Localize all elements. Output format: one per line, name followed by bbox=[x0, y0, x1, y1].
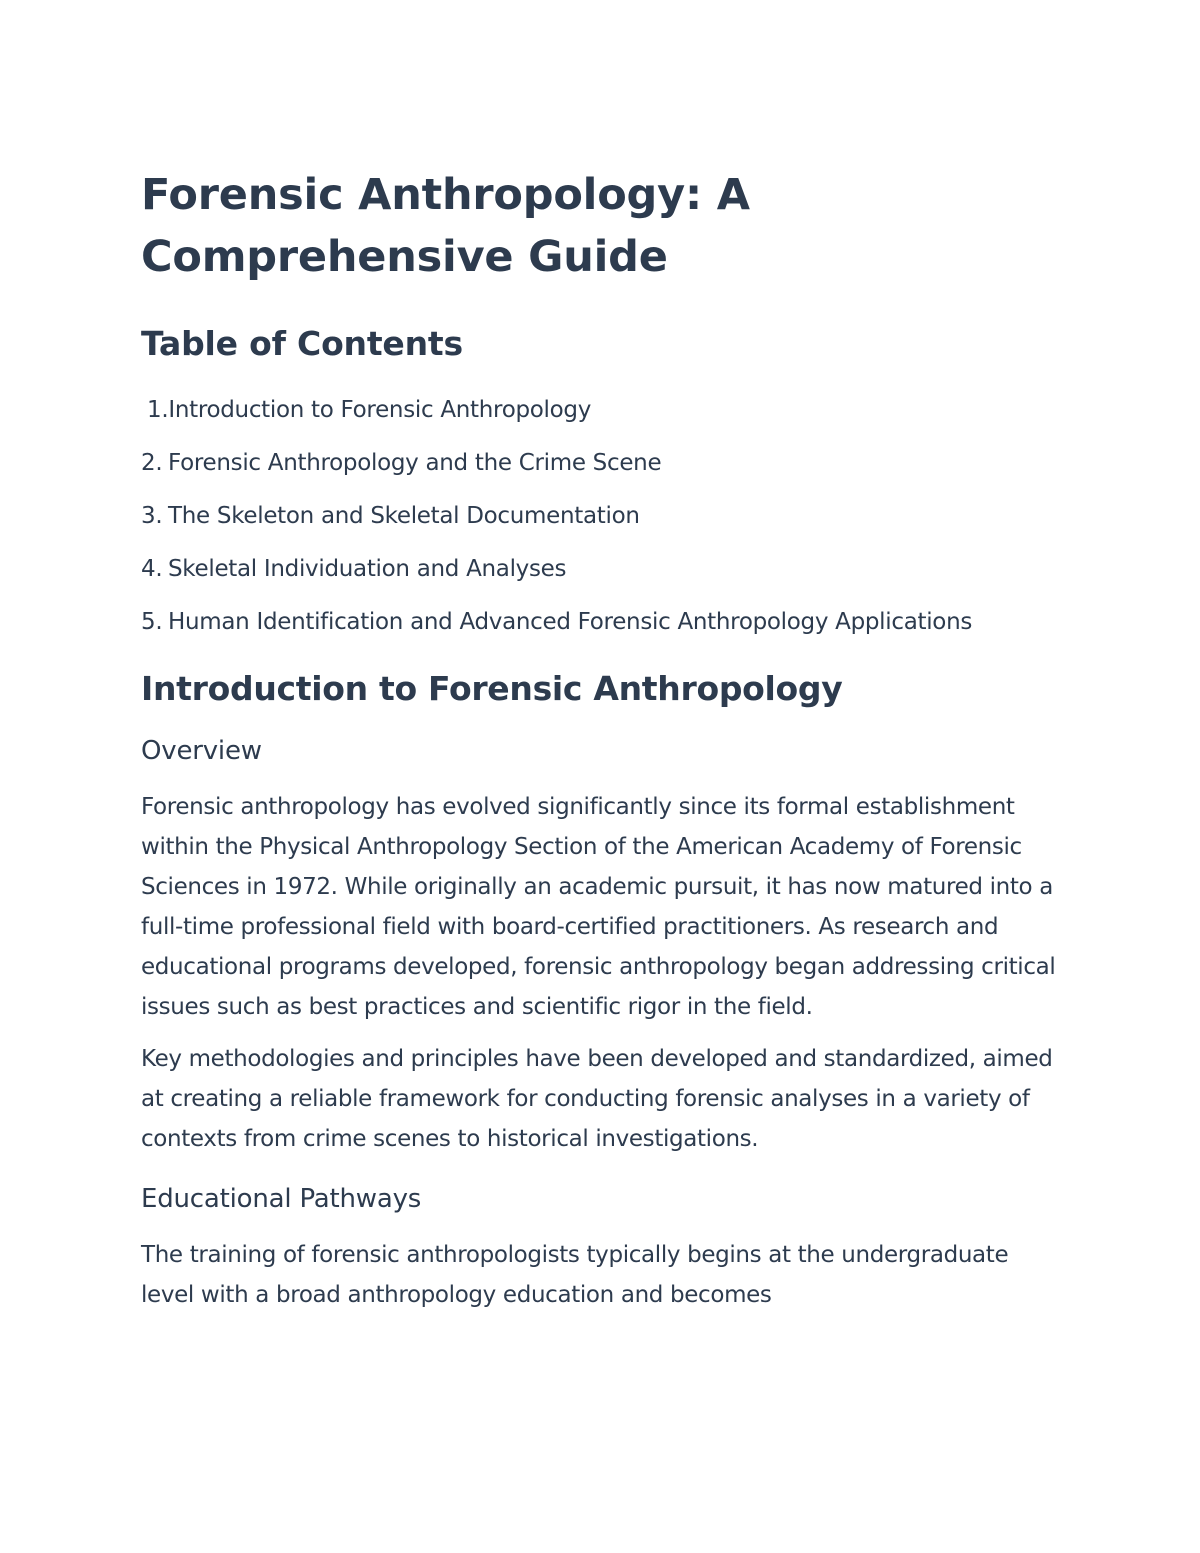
document-title-line-1: Forensic Anthropology: A bbox=[141, 170, 750, 220]
toc-item-label: Introduction to Forensic Anthropology bbox=[168, 397, 592, 423]
toc-item-identification[interactable] bbox=[141, 596, 1071, 649]
toc-item-number: 3. bbox=[141, 503, 163, 529]
toc-item-crime-scene[interactable] bbox=[141, 437, 1071, 490]
section-heading-introduction: Introduction to Forensic Anthropology bbox=[141, 669, 843, 708]
table-of-contents bbox=[141, 384, 1071, 649]
subheading-overview: Overview bbox=[141, 736, 262, 766]
toc-item-skeleton[interactable] bbox=[141, 490, 1071, 543]
toc-heading: Table of Contents bbox=[141, 324, 463, 363]
subheading-educational-pathways: Educational Pathways bbox=[141, 1184, 422, 1214]
toc-item-number: 2. bbox=[141, 450, 163, 476]
overview-paragraph-1: Forensic anthropology has evolved significantly since its formal establishment within the Physical Anthropology Section of the American Academy of Forensic Sciences in 1972. While originally an academic pursuit, it has now matured into a full-time professional field with board-certified practitioners. As research and educational programs developed, forensic anthropology began addressing critical issues such as best practices and scientific rigor in the field. bbox=[141, 794, 1056, 1020]
toc-item-introduction[interactable] bbox=[141, 384, 1071, 437]
toc-item-number: 4. bbox=[141, 556, 163, 582]
toc-item-number: 1. bbox=[147, 397, 169, 423]
toc-item-individuation[interactable] bbox=[141, 543, 1071, 596]
toc-item-label: The Skeleton and Skeletal Documentation bbox=[168, 503, 640, 529]
toc-item-number: 5. bbox=[141, 609, 163, 635]
toc-item-label: Forensic Anthropology and the Crime Scene bbox=[168, 450, 662, 476]
toc-item-label: Human Identification and Advanced Forensic Anthropology Applications bbox=[168, 609, 973, 635]
document-page bbox=[141, 164, 1071, 1315]
overview-paragraph-2: Key methodologies and principles have been developed and standardized, aimed at creating a reliable framework for conducting forensic analyses in a variety of contexts from crime scenes to historical investigations. bbox=[141, 1046, 1053, 1152]
education-paragraph-1: The training of forensic anthropologists typically begins at the undergraduate level with a broad anthropology education and becomes bbox=[141, 1242, 1009, 1308]
toc-item-label: Skeletal Individuation and Analyses bbox=[168, 556, 567, 582]
document-title-line-2: Comprehensive Guide bbox=[141, 232, 668, 282]
document-title bbox=[141, 164, 1071, 288]
